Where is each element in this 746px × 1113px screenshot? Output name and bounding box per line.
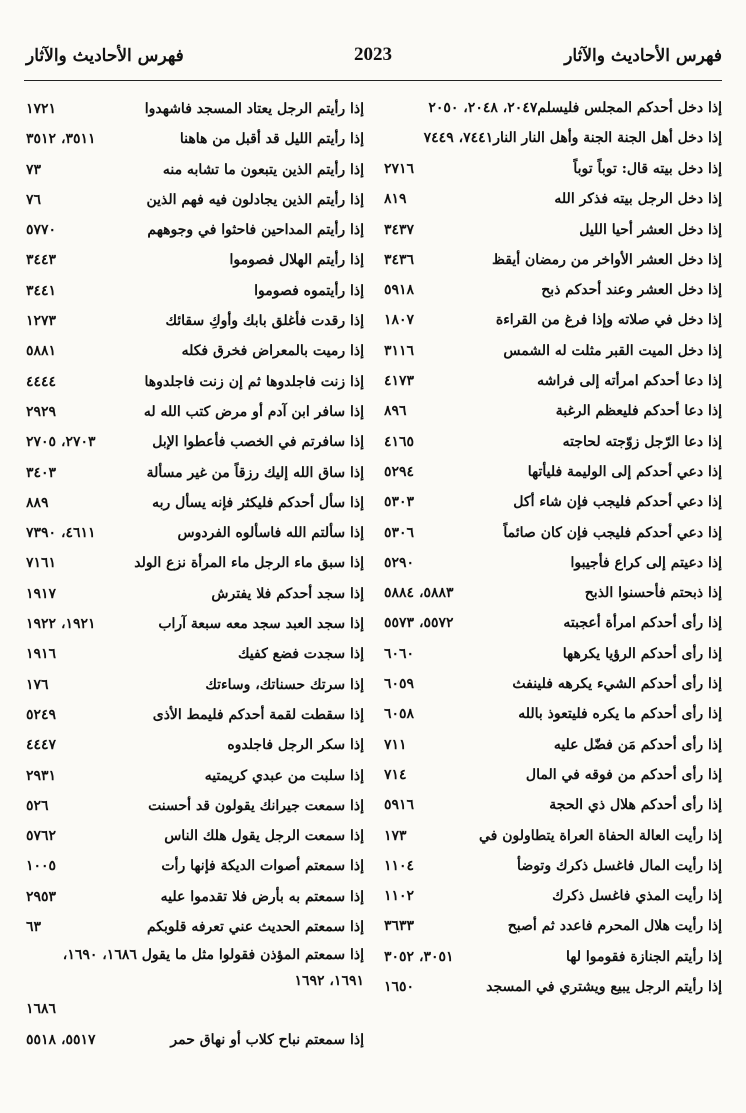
entry-refs: ٥٨٨٣، ٥٨٨٤ — [384, 585, 454, 602]
index-entry — [382, 942, 722, 972]
index-entry — [24, 548, 364, 578]
entry-refs: ٧١١ — [384, 736, 407, 753]
entry-text: إذا سقطت لقمة أحدكم فليمط الأذى — [152, 706, 364, 723]
index-entry — [24, 518, 364, 548]
entry-text: إذا رأيت المذي فاغسل ذكرك — [552, 888, 722, 905]
index-entry — [24, 397, 364, 427]
index-entry — [24, 994, 364, 1024]
entry-refs: ٤٤٤٧ — [26, 737, 57, 754]
entry-text: إذا رأى أحدكم الشيء يكرهه فلينفث — [512, 676, 722, 693]
entry-refs: ١١٠٢ — [384, 888, 415, 905]
index-entry — [382, 730, 722, 760]
index-entry — [24, 579, 364, 609]
entry-refs: ٥٩١٨ — [384, 282, 415, 299]
entry-refs: ٧٤٤١، ٧٤٤٩ — [423, 130, 494, 146]
entry-refs: ٣٤٤٣ — [26, 252, 57, 269]
entry-text: إذا رأيتم الهلال فصوموا — [229, 252, 364, 269]
entry-refs: ٣٤٣٦ — [384, 251, 415, 268]
index-entry — [382, 972, 722, 1002]
entry-text: إذا دخل العشر الأواخر من رمضان أيقظ — [491, 251, 722, 268]
entry-text: إذا سكر الرجل فاجلدوه — [227, 737, 364, 754]
index-entry — [24, 427, 364, 457]
entry-text: إذا رأيتم الرجل يعتاد المسجد فاشهدوا — [144, 101, 364, 117]
index-entry — [382, 608, 722, 638]
entry-refs: ١٠٠٥ — [26, 858, 57, 875]
entry-text: إذا زنت فاجلدوها ثم إن زنت فاجلدوها — [144, 373, 364, 390]
index-entry — [24, 821, 364, 851]
entry-text: إذا دخل الرجل بيته فذكر الله — [554, 191, 722, 208]
index-entry — [382, 457, 722, 487]
index-entry — [382, 821, 722, 851]
entry-refs: ٣٤٠٣ — [26, 464, 57, 481]
entry-refs: ٥٨٨١ — [26, 343, 57, 360]
index-entry — [24, 458, 364, 488]
entry-refs: ١١٠٤ — [384, 857, 415, 874]
entry-text: إذا رأى أحدكم الرؤيا يكرهها — [562, 645, 722, 662]
entry-refs: ١٨٠٧ — [384, 312, 415, 329]
entry-text: إذا سمعتم الحديث عني تعرفه قلوبكم — [146, 919, 364, 936]
entry-text: إذا سافرتم في الخصب فأعطوا الإبل — [152, 434, 364, 451]
index-entry — [24, 276, 364, 306]
entry-text: إذا سمعت جيرانك يقولون قد أحسنت — [148, 797, 364, 814]
index-entry — [24, 851, 364, 881]
index-column-right — [382, 94, 722, 1002]
header-title-left: فهرس الأحاديث والآثار — [26, 46, 184, 66]
entry-refs: ٣٥١١، ٣٥١٢ — [26, 131, 96, 148]
page-number: 2023 — [354, 44, 392, 65]
entry-refs: ٤٤٤٤ — [26, 373, 57, 390]
entry-refs: ١٩١٦ — [26, 646, 57, 663]
entry-text: إذا سجد أحدكم فلا يفترش — [211, 585, 364, 602]
entry-text: إذا رأى أحدكم مَن فضّل عليه — [553, 736, 722, 753]
entry-refs: ٣١١٦ — [384, 342, 415, 359]
entry-refs: ٥٢٦ — [26, 797, 49, 814]
entry-text: إذا دخل العشر أحيا الليل — [579, 221, 722, 238]
entry-text: إذا سبق ماء الرجل ماء المرأة نزع الولد — [134, 555, 364, 572]
entry-text: إذا دعي أحدكم فليجب فإن شاء أكل — [513, 494, 722, 511]
entry-refs: ٤١٦٥ — [384, 433, 415, 450]
entry-text: إذا دعا الرّجل زوّجته لحاجته — [562, 433, 722, 450]
index-entry — [24, 609, 364, 639]
entry-refs: ٨٩٦ — [384, 403, 407, 420]
entry-text: إذا سمعتم نباح كلاب أو نهاق حمر — [170, 1031, 364, 1048]
entry-text: إذا سألتم الله فاسألوه الفردوس — [177, 525, 364, 542]
entry-refs: ٨٨٩ — [26, 494, 49, 511]
index-entry — [24, 670, 364, 700]
entry-text: إذا رأيت هلال المحرم فاعدد ثم أصبح — [507, 918, 722, 935]
header-title-right: فهرس الأحاديث والآثار — [564, 46, 722, 66]
entry-refs: ٢٧٠٣، ٢٧٠٥ — [26, 434, 96, 451]
entry-text: إذا رميت بالمعراض فخرق فكله — [181, 343, 364, 360]
entry-refs: ١٩١٧ — [26, 585, 57, 602]
index-entry — [24, 488, 364, 518]
entry-text: إذا دعي أحدكم إلى الوليمة فليأتها — [527, 463, 722, 480]
index-entry — [382, 396, 722, 426]
entry-refs: ٢٠٤٧، ٢٠٤٨، ٢٠٥٠ — [428, 100, 538, 116]
entry-text: إذا رأى أحدكم هلال ذي الحجة — [549, 797, 722, 814]
entry-text: إذا رأيت المال فاغسل ذكرك وتوضأ — [517, 857, 722, 874]
entry-text: إذا دخل الميت القبر مثلت له الشمس — [503, 342, 722, 359]
entry-refs: ٥٥١٧، ٥٥١٨ — [26, 1031, 96, 1048]
entry-text: إذا رأيتم الذين يجادلون فيه فهم الذين — [146, 191, 364, 208]
entry-refs: ٦٠٦٠ — [384, 645, 415, 662]
entry-refs: ٥٧٧٠ — [26, 222, 57, 239]
index-entry — [382, 851, 722, 881]
entry-refs: ٣٠٥١، ٣٠٥٢ — [384, 948, 454, 965]
entry-refs: ٦٠٥٩ — [384, 676, 415, 693]
index-entry — [382, 366, 722, 396]
entry-text: إذا رأى أحدكم ما يكره فليتعوذ بالله — [518, 706, 722, 723]
entry-text: إذا رأيت العالة الحفاة العراة يتطاولون في — [478, 827, 722, 844]
entry-refs: ٦٣ — [26, 919, 42, 936]
entry-refs: ٧١٦١ — [26, 555, 57, 572]
entry-refs: ٢٩٢٩ — [26, 403, 57, 420]
entry-refs: ٥٧٦٢ — [26, 828, 57, 845]
entry-refs: ٥٣٠٦ — [384, 524, 415, 541]
index-entry — [382, 124, 722, 154]
entry-text: إذا دخل بيته قال: توباً توباً — [573, 161, 722, 177]
entry-text: إذا دعيتم إلى كراع فأجيبوا — [570, 554, 722, 571]
index-entry — [382, 154, 722, 184]
index-entry — [382, 487, 722, 517]
entry-text: إذا سأل أحدكم فليكثر فإنه يسأل ربه — [152, 494, 364, 511]
index-entry — [382, 305, 722, 335]
entry-refs: ٥٢٩٠ — [384, 554, 415, 571]
entry-refs: ١٧٦ — [26, 676, 49, 693]
entry-refs: ٢٧١٦ — [384, 161, 415, 177]
index-entry — [24, 730, 364, 760]
header-divider — [24, 80, 722, 81]
entry-text: إذا سافر ابن آدم أو مرض كتب الله له — [143, 403, 364, 420]
entry-text: إذا سمعتم به بأرض فلا تقدموا عليه — [160, 888, 364, 905]
entry-text: إذا رأيتم الذين يتبعون ما تشابه منه — [162, 161, 364, 178]
entry-refs: ٧٦ — [26, 191, 42, 208]
entry-text: إذا دعي أحدكم فليجب فإن كان صائماً — [503, 524, 722, 541]
index-entry — [24, 367, 364, 397]
index-entry — [24, 700, 364, 730]
entry-text: إذا دعا أحدكم امرأته إلى فراشه — [537, 373, 722, 390]
index-entry — [24, 306, 364, 336]
entry-refs: ٢٩٣١ — [26, 767, 57, 784]
entry-refs: ١٩٢١، ١٩٢٢ — [26, 616, 96, 633]
index-entry — [382, 427, 722, 457]
index-entry — [382, 790, 722, 820]
index-entry — [24, 94, 364, 124]
entry-text: إذا رأيتم الرجل يبيع ويشتري في المسجد — [486, 979, 722, 996]
entry-refs: ٥٩١٦ — [384, 797, 415, 814]
entry-text: إذا رأى أحدكم امرأة أعجبته — [563, 615, 722, 632]
index-entry — [382, 245, 722, 275]
index-entry — [24, 912, 364, 942]
entry-refs: ١٢٧٣ — [26, 313, 57, 330]
entry-text: إذا دخل العشر وعند أحدكم ذبح — [541, 282, 722, 299]
index-entry — [382, 669, 722, 699]
entry-refs: ٨١٩ — [384, 191, 407, 208]
entry-text: إذا دخل أحدكم المجلس فليسلم — [537, 100, 722, 116]
index-entry — [24, 245, 364, 275]
index-entry — [382, 699, 722, 729]
index-entry — [382, 881, 722, 911]
entry-text: إذا دخل أهل الجنة الجنة وأهل النار النار — [493, 130, 722, 146]
entry-refs: ٢٩٥٣ — [26, 888, 57, 905]
entry-refs: ١٧٣ — [384, 827, 407, 844]
index-entry — [382, 215, 722, 245]
entry-text: إذا سلبت من عبدي كريمتيه — [204, 767, 364, 784]
entry-refs: ٤٦١١، ٧٣٩٠ — [26, 525, 96, 542]
index-entry — [24, 185, 364, 215]
index-entry — [382, 548, 722, 578]
index-entry — [24, 639, 364, 669]
entry-refs: ٧٣ — [26, 161, 42, 178]
entry-text: إذا رقدت فأغلق بابك وأوكِ سقائك — [165, 313, 364, 330]
entry-text: إذا سجد العبد سجد معه سبعة آراب — [158, 616, 364, 633]
index-entry — [24, 1025, 364, 1055]
entry-text: إذا ساق الله إليك رزقاً من غير مسألة — [146, 464, 364, 481]
index-entry — [382, 911, 722, 941]
index-entry — [382, 639, 722, 669]
index-entry — [24, 124, 364, 154]
entry-refs: ٥٥٧٢، ٥٥٧٣ — [384, 615, 454, 632]
index-entry — [24, 215, 364, 245]
entry-refs: ٣٤٤١ — [26, 282, 57, 299]
index-entry — [382, 275, 722, 305]
entry-refs: ٤١٧٣ — [384, 373, 415, 390]
entry-text: إذا رأيتم الليل قد أقبل من هاهنا — [179, 131, 364, 148]
index-entry — [24, 942, 364, 994]
index-entry — [382, 578, 722, 608]
index-entry — [24, 882, 364, 912]
entry-text: إذا سمعتم أصوات الديكة فإنها رأت — [161, 858, 364, 875]
entry-text: إذا ذبحتم فأحسنوا الذبح — [584, 585, 722, 602]
index-column-left — [24, 94, 364, 1055]
entry-text: إذا رأيتموه فصوموا — [254, 282, 364, 299]
page-header — [0, 46, 746, 76]
index-entry — [24, 791, 364, 821]
entry-text: إذا سمعتم المؤذن فقولوا مثل ما يقول ١٦٨٦، ١٦٩٠، ١٦٩١، ١٦٩٢ — [62, 947, 364, 990]
index-entry — [382, 184, 722, 214]
index-entry — [24, 761, 364, 791]
index-entry — [24, 336, 364, 366]
entry-refs: ٧١٤ — [384, 766, 407, 783]
index-entry — [382, 336, 722, 366]
entry-text: إذا رأيتم المداحين فاحثوا في وجوههم — [147, 222, 364, 239]
entry-refs: ٥٢٩٤ — [384, 463, 415, 480]
entry-text: إذا دخل في صلاته وإذا فرغ من القراءة — [495, 312, 722, 329]
entry-text: إذا رأى أحدكم من فوقه في المال — [525, 766, 722, 783]
entry-refs: ٣٦٣٣ — [384, 918, 415, 935]
entry-text: إذا رأيتم الجنازة فقوموا لها — [566, 948, 722, 965]
entry-refs: ٥٢٤٩ — [26, 706, 57, 723]
entry-text: إذا سرتك حسناتك، وساءتك — [205, 676, 364, 693]
index-entry — [382, 518, 722, 548]
entry-text: إذا سجدت فضع كفيك — [238, 646, 364, 663]
entry-refs: ٦٠٥٨ — [384, 706, 415, 723]
entry-refs: ١٦٥٠ — [384, 979, 415, 996]
entry-text: إذا دعا أحدكم فليعظم الرغبة — [555, 403, 722, 420]
entry-refs: ٥٣٠٣ — [384, 494, 415, 511]
index-entry — [382, 94, 722, 124]
entry-refs: ١٦٨٦ — [26, 1001, 57, 1018]
entry-refs: ١٧٢١ — [26, 101, 57, 117]
index-entry — [382, 760, 722, 790]
entry-text: إذا سمعت الرجل يقول هلك الناس — [164, 828, 364, 845]
entry-refs: ٣٤٣٧ — [384, 221, 415, 238]
index-entry — [24, 155, 364, 185]
